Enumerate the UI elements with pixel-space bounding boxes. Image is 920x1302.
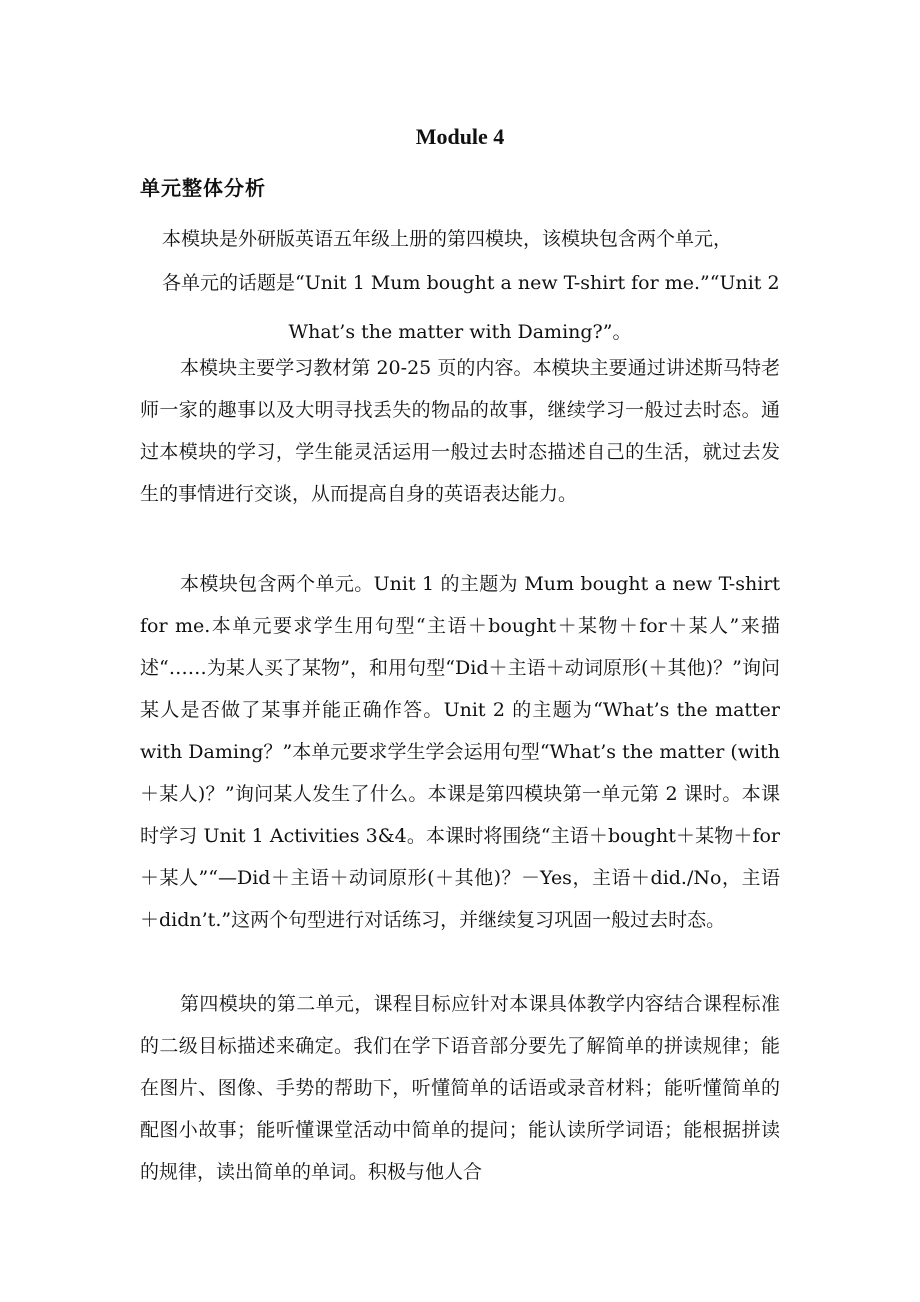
body-paragraph: 本模块主要学习教材第 20-25 页的内容。本模块主要通过讲述斯马特老师一家的趣事以及大明寻找丢失的物品的故事，继续学习一般过去时态。通过本模块的学习，学生能灵活运用一般过去时态描述自己的生活，就过去发生的事情进行交谈，从而提高自身的英语表达能力。 bbox=[140, 357, 780, 505]
intro-line: What’s the matter with Daming?”。 bbox=[288, 321, 632, 343]
intro-line: 本模块是外研版英语五年级上册的第四模块，该模块包含两个单元， bbox=[162, 228, 733, 250]
body-paragraph: 第四模块的第二单元，课程目标应针对本课具体教学内容结合课程标准的二级目标描述来确定。我们在学下语音部分要先了解简单的拼读规律；能在图片、图像、手势的帮助下，听懂简单的话语或录音材料；能听懂简单的配图小故事；能听懂课堂活动中简单的提问；能认读所学词语；能根据拼读的规律，读出简单的单词。积极与他人合 bbox=[140, 993, 780, 1183]
section-heading: 单元整体分析 bbox=[140, 176, 266, 200]
body-paragraph: 本模块包含两个单元。Unit 1 的主题为 Mum bought a new T-shirt for me.本单元要求学生用句型“主语＋bought＋某物＋for＋某人”来描述“……为某人买了某物”，和用句型“Did＋主语＋动词原形(＋其他)？”询问某人是否做了某事并能正确作答。Unit 2 的主题为“What’s the matter with Daming？”本单元要求学生学会运用句型“What’s the matter (with＋某人)？”询问某人发生了什么。本课是第四模块第一单元第 2 课时。本课时学习 Unit 1 Activities 3&4。本课时将围绕“主语＋bought＋某物＋for＋某人”“—Did＋主语＋动词原形(＋其他)？－Yes，主语＋did./No，主语＋didn’t.”这两个句型进行对话练习，并继续复习巩固一般过去时态。 bbox=[140, 573, 780, 931]
document-title: Module 4 bbox=[415, 124, 505, 149]
intro-line: 各单元的话题是“Unit 1 Mum bought a new T-shirt for me.”“Unit 2 bbox=[162, 272, 780, 294]
